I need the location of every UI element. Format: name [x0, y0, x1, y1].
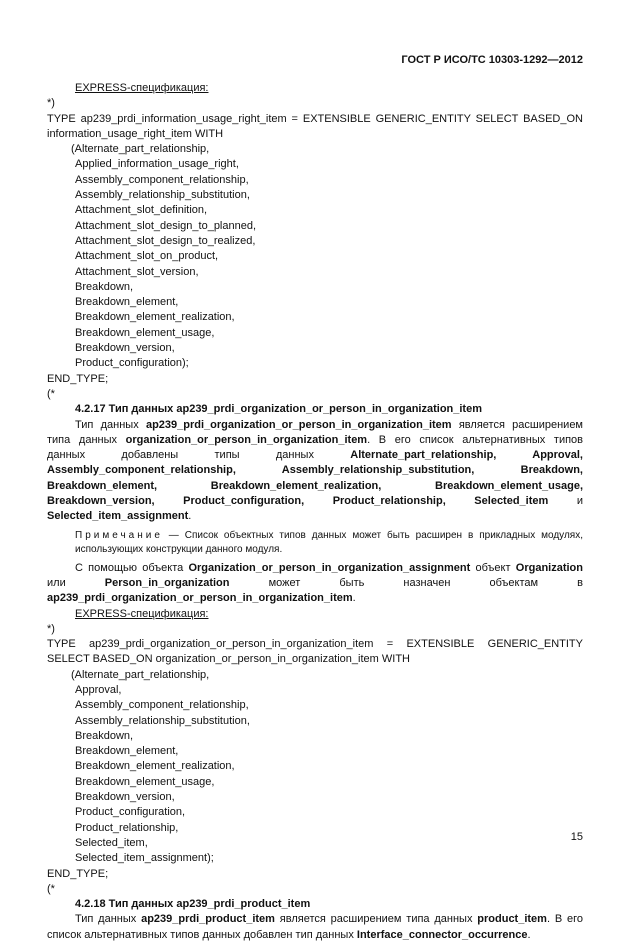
- list-item: Product_configuration,: [75, 806, 186, 819]
- type-name: ap239_prdi_organization_or_person_in_organization_item: [145, 418, 452, 431]
- document-header: ГОСТ Р ИСО/ТС 10303-1292—2012: [401, 54, 583, 66]
- list-item: Attachment_slot_definition,: [75, 204, 208, 217]
- list-item: Breakdown,: [75, 280, 134, 293]
- page-content: [47, 81, 583, 943]
- list-item: Selected_item,: [75, 836, 148, 849]
- type-declaration: TYPE ap239_prdi_organization_or_person_in_organization_item = EXTENSIBLE GENERIC_ENTITY SELECT BASED_ON organization_or_person_in_organization_item WITH: [47, 638, 583, 666]
- section-heading: 4.2.17 Тип данных ap239_prdi_organization_or_person_in_organization_item: [75, 403, 482, 416]
- list-item: Breakdown_element,: [75, 296, 179, 309]
- list-item: Breakdown,: [75, 729, 134, 742]
- note-text: — Список объектных типов данных может быть расширен в прикладных модулях, использующих конструкции данного модуля.: [75, 529, 583, 555]
- section-paragraph: [47, 912, 583, 943]
- text-run: . В его список альтернативных типов данных добавлен тип данных: [47, 913, 584, 941]
- comment-close: *): [47, 622, 55, 635]
- text-run: .: [352, 592, 356, 605]
- text-run: С помощью объекта: [75, 561, 189, 574]
- text-run: Тип данных: [75, 913, 142, 926]
- list-item: Product_configuration);: [75, 357, 189, 370]
- end-type: END_TYPE;: [47, 867, 109, 880]
- section-heading: 4.2.18 Тип данных ap239_prdi_product_item: [75, 898, 311, 911]
- text-run: . В его список альтернативных типов данных добавлены типы данных: [47, 433, 584, 462]
- list-item: Assembly_relationship_substitution,: [75, 189, 250, 202]
- list-item: Assembly_component_relationship,: [75, 699, 249, 712]
- end-type: END_TYPE;: [47, 372, 109, 385]
- page-number: 15: [570, 831, 583, 843]
- list-item: Attachment_slot_design_to_realized,: [75, 234, 256, 247]
- note-label: Примечание: [75, 529, 163, 541]
- type-name: Person_in_organization: [104, 576, 230, 589]
- list-item: Applied_information_usage_right,: [75, 158, 239, 171]
- list-item: Breakdown_element_usage,: [75, 775, 215, 788]
- list-item: Attachment_slot_design_to_planned,: [75, 219, 257, 232]
- list-item: Approval,: [75, 683, 122, 696]
- section-paragraph: [47, 561, 583, 607]
- list-item: Breakdown_element_realization,: [75, 760, 235, 773]
- type-name: Selected_item_assignment: [47, 510, 189, 523]
- note: [47, 529, 583, 557]
- text-run: может быть назначен объектам в: [229, 576, 583, 589]
- list-item: Breakdown_element_usage,: [75, 326, 215, 339]
- select-first-item: (Alternate_part_relationship,: [71, 668, 210, 681]
- text-run: .: [527, 928, 531, 941]
- type-name: Organization: [515, 561, 583, 574]
- list-item: Breakdown_element_realization,: [75, 311, 235, 324]
- type-name: ap239_prdi_product_item: [141, 913, 275, 926]
- type-name: Interface_connector_occurrence: [356, 928, 528, 941]
- comment-open: (*: [47, 882, 55, 895]
- list-item: Product_relationship,: [75, 821, 179, 834]
- list-item: Assembly_component_relationship,: [75, 173, 249, 186]
- select-first-item: (Alternate_part_relationship,: [71, 143, 210, 156]
- select-item-list: [47, 157, 583, 371]
- comment-open: (*: [47, 387, 55, 400]
- text-run: является расширением типа данных: [47, 418, 583, 446]
- text-run: .: [188, 510, 192, 523]
- list-item: Assembly_relationship_substitution,: [75, 714, 250, 727]
- express-label: EXPRESS-спецификация:: [75, 607, 209, 620]
- text-run: объект: [470, 561, 516, 574]
- select-item-list: [47, 683, 583, 867]
- list-item: Attachment_slot_on_product,: [75, 250, 219, 263]
- list-item: Selected_item_assignment);: [75, 852, 214, 865]
- list-item: Breakdown_version,: [75, 791, 175, 804]
- type-declaration: TYPE ap239_prdi_information_usage_right_item = EXTENSIBLE GENERIC_ENTITY SELECT BASED_ON information_usage_right_item WITH: [47, 112, 583, 140]
- text-run: и: [548, 495, 583, 508]
- text-run: Тип данных: [75, 418, 146, 431]
- type-list: Alternate_part_relationship, Approval, Assembly_component_relationship, Assembly_relationship_substitution, Breakdown, Breakdown_element, Breakdown_element_realization, Breakdown_element_usage, Breakdown_version, Product_configuration, Product_relationship, Selected_item: [47, 449, 583, 508]
- list-item: Breakdown_version,: [75, 342, 175, 355]
- type-name: ap239_prdi_organization_or_person_in_organization_item: [47, 592, 353, 605]
- comment-close: *): [47, 97, 55, 110]
- text-run: или: [47, 576, 105, 589]
- type-name: organization_or_person_in_organization_item: [125, 433, 368, 446]
- list-item: Breakdown_element,: [75, 745, 179, 758]
- section-paragraph: [47, 418, 583, 525]
- type-name: product_item: [477, 913, 547, 926]
- list-item: Attachment_slot_version,: [75, 265, 199, 278]
- express-label: EXPRESS-спецификация:: [75, 82, 209, 94]
- text-run: является расширением типа данных: [274, 913, 478, 926]
- type-name: Organization_or_person_in_organization_assignment: [188, 561, 471, 574]
